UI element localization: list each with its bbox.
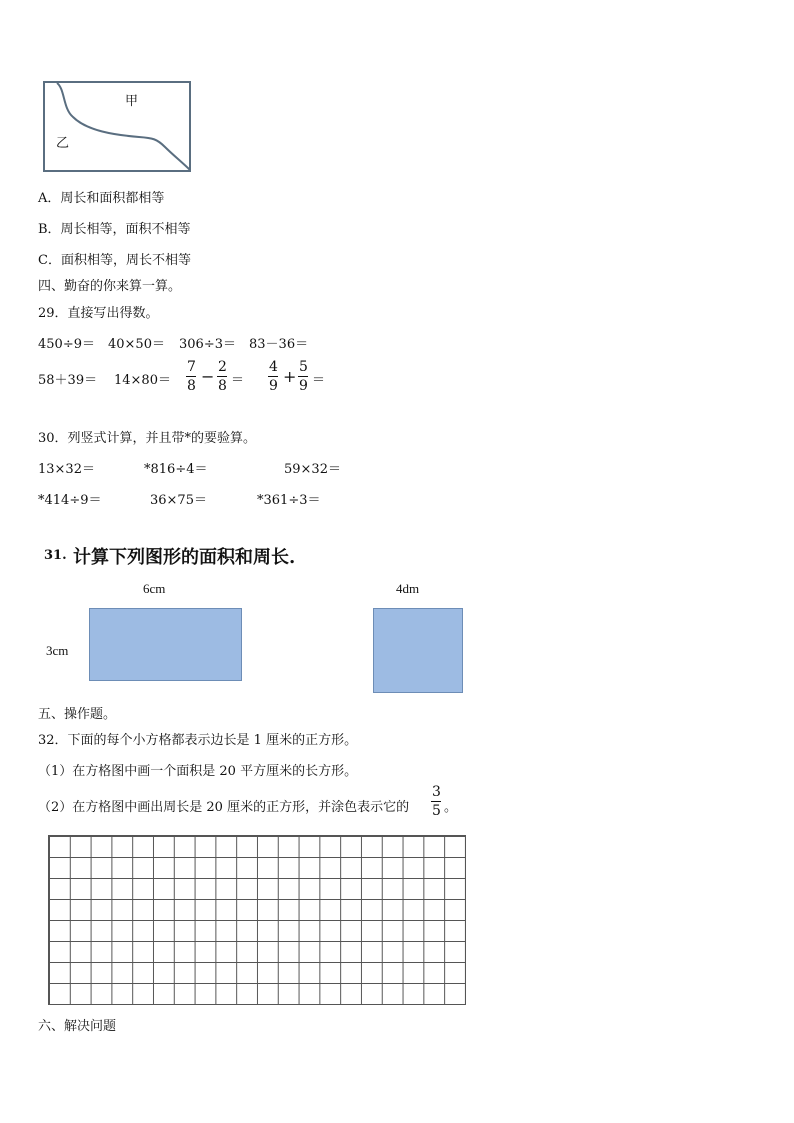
section-6-title: 六、解决问题 (38, 1019, 117, 1034)
plus-operator: + (283, 367, 297, 386)
fraction (298, 360, 309, 393)
option-a: A．周长和面积都相等 (38, 191, 165, 206)
option-b: B．周长相等，面积不相等 (38, 222, 191, 237)
q30-title: 30．列竖式计算，并且带*的要验算。 (38, 431, 257, 446)
fraction-numerator: 4 (269, 359, 278, 375)
label-jia: 甲 (125, 94, 139, 109)
section-5-title: 五、操作题。 (38, 707, 117, 722)
fraction-numerator: 5 (299, 359, 308, 375)
fraction-denominator: 8 (187, 378, 196, 394)
q32-part2-text: （2）在方格图中画出周长是 20 厘米的正方形，并涂色表示它的 (38, 800, 410, 815)
minus-operator: − (201, 367, 215, 386)
q29-item: 306÷3＝ (179, 337, 236, 352)
q30-item: *361÷3＝ (257, 493, 321, 508)
q29-item: 83－36＝ (249, 337, 309, 352)
fraction-bar (186, 376, 196, 377)
fraction-bar (268, 376, 278, 377)
fraction-bar (298, 376, 308, 377)
q30-item: 59×32＝ (284, 462, 341, 477)
q32-part1: （1）在方格图中画一个面积是 20 平方厘米的长方形。 (38, 764, 358, 779)
rect-height-label: 3cm (46, 643, 69, 658)
q29-item: 14×80＝ (114, 373, 171, 388)
fraction-denominator: 8 (218, 378, 227, 394)
q32-title: 32．下面的每个小方格都表示边长是 1 厘米的正方形。 (38, 733, 358, 748)
equals-sign: ＝ (312, 373, 326, 388)
q31-number: 31. (44, 548, 67, 563)
q32-part2 (38, 796, 409, 815)
q29-item: 58＋39＝ (38, 373, 98, 388)
fraction (268, 360, 279, 393)
equals-sign: ＝ (231, 373, 245, 388)
q29-item: 40×50＝ (108, 337, 165, 352)
fraction (186, 360, 197, 393)
square-grid (48, 835, 466, 1005)
fraction (217, 360, 228, 393)
figure-jia-yi (43, 81, 191, 172)
label-yi: 乙 (56, 136, 70, 151)
jia-yi-diagram (43, 81, 191, 172)
q30-item: *414÷9＝ (38, 493, 102, 508)
fraction-denominator: 5 (432, 803, 441, 819)
square-side-label: 4dm (396, 581, 420, 596)
fraction-bar (217, 376, 227, 377)
q30-item: 36×75＝ (150, 493, 207, 508)
fraction-numerator: 3 (432, 784, 441, 800)
fraction-numerator: 2 (218, 359, 227, 375)
q32-part2-end: 。 (444, 800, 458, 815)
section-4-title: 四、勤奋的你来算一算。 (38, 279, 182, 294)
q30-item: *816÷4＝ (144, 462, 208, 477)
blue-rectangle (89, 608, 242, 681)
rect-width-label: 6cm (143, 581, 166, 596)
q29-title: 29．直接写出得数。 (38, 306, 159, 321)
option-c: C．面积相等，周长不相等 (38, 253, 191, 268)
q29-item: 450÷9＝ (38, 337, 95, 352)
blue-square (373, 608, 463, 693)
fraction-denominator: 9 (269, 378, 278, 394)
fraction-numerator: 7 (187, 359, 196, 375)
q30-item: 13×32＝ (38, 462, 95, 477)
fraction-denominator: 9 (299, 378, 308, 394)
fraction-bar (431, 801, 441, 802)
q31-title: 计算下列图形的面积和周长. (73, 547, 296, 568)
fraction-three-fifths (431, 785, 442, 818)
